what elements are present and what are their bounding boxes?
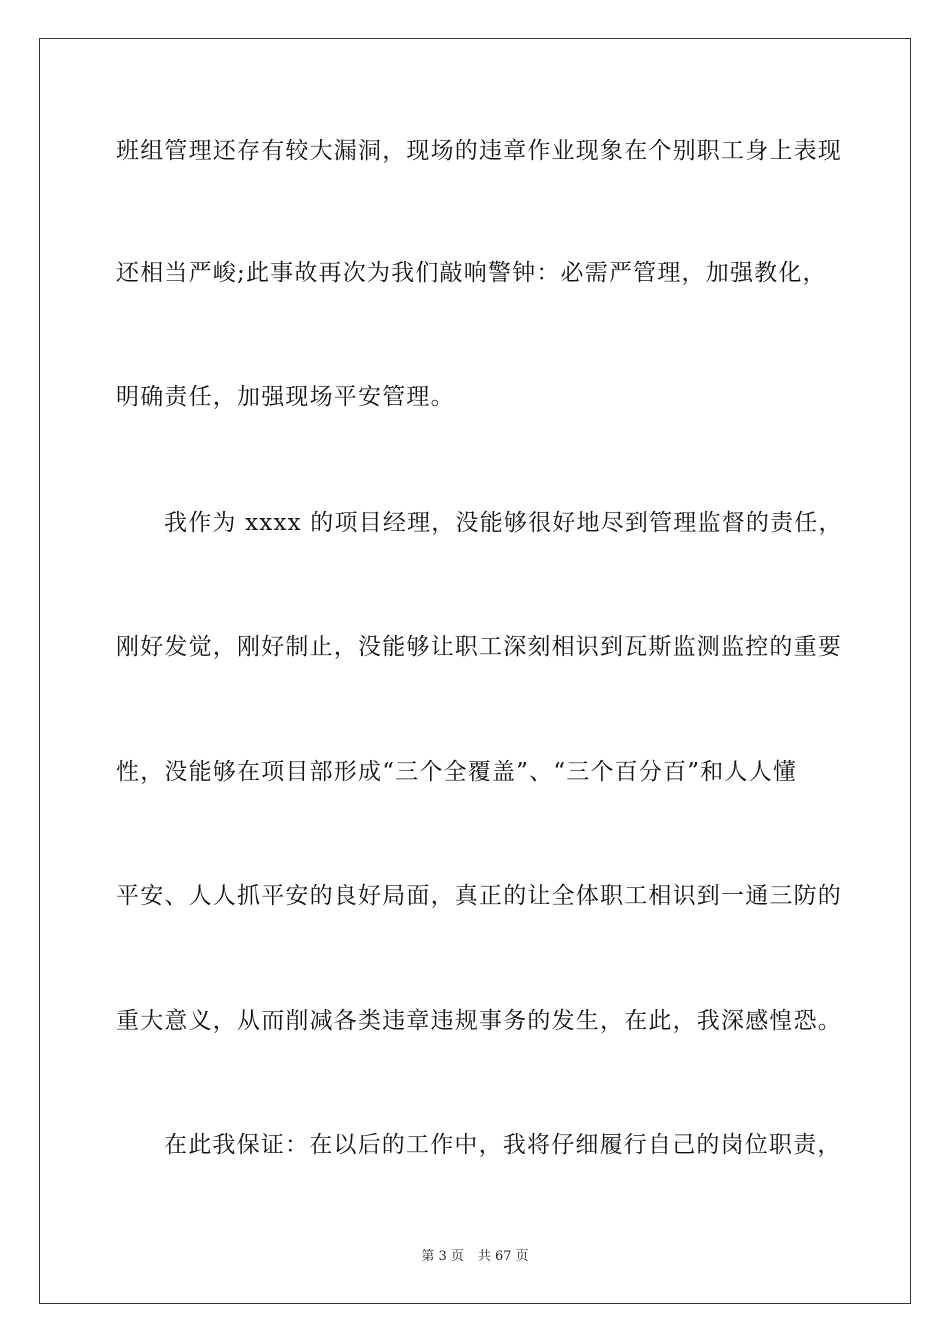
- text-line-2: 还相当严峻;此事故再次为我们敲响警钟：必需严管理，加强教化，: [116, 260, 827, 286]
- text-line-3: 明确责任，加强现场平安管理。: [116, 384, 455, 410]
- page-border: [39, 38, 911, 1304]
- text-line-8: 重大意义，从而削减各类违章违规事务的发生，在此，我深感惶恐。: [116, 1008, 842, 1034]
- paragraph-3-line-1: 在此我保证：在以后的工作中，我将仔细履行自己的岗位职责，: [164, 1132, 842, 1158]
- text-line-7: 平安、人人抓平安的良好局面，真正的让全体职工相识到一通三防的: [116, 883, 842, 909]
- text-line-5: 刚好发觉，刚好制止，没能够让职工深刻相识到瓦斯监测监控的重要: [116, 634, 842, 660]
- page-total: 共 67 页: [477, 1249, 529, 1264]
- text-line-6: 性，没能够在项目部形成“三个全覆盖”、“三个百分百”和人人懂: [116, 759, 798, 785]
- page-footer: [0, 1248, 950, 1266]
- page-number: 第 3 页: [421, 1249, 464, 1264]
- text-line-1: 班组管理还存有较大漏洞，现场的违章作业现象在个别职工身上表现: [116, 138, 842, 164]
- paragraph-2-line-1: 我作为 xxxx 的项目经理，没能够很好地尽到管理监督的责任，: [164, 510, 843, 536]
